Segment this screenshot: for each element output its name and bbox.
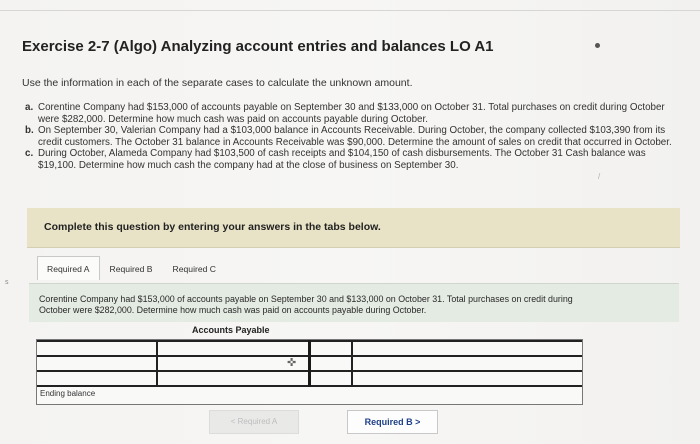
exercise-title: Exercise 2-7 (Algo) Analyzing account entries and balances LO A1	[22, 38, 494, 55]
credit-label-input-3[interactable]	[356, 372, 580, 384]
case-marker: c.	[25, 148, 34, 160]
debit-amount-input-2[interactable]	[161, 357, 305, 369]
case-item	[25, 102, 685, 125]
ending-balance-credit-input[interactable]	[314, 389, 579, 401]
top-divider	[0, 10, 700, 11]
tab-required-a[interactable]: Required A	[37, 256, 100, 280]
status-dot-icon	[595, 43, 600, 48]
ledger-title: Accounts Payable	[192, 325, 270, 335]
debit-amount-input-1[interactable]	[161, 342, 305, 354]
case-marker: b.	[25, 125, 34, 137]
case-text: Corentine Company had $153,000 of accounts payable on September 30 and $133,000 on October 31. Total purchases on credit during October were $282,000. Determine how much cash was paid on accounts payable during October.	[38, 102, 665, 125]
credit-amount-input-2[interactable]	[314, 357, 348, 369]
case-item	[25, 125, 685, 148]
ledger-center-rule	[308, 340, 311, 387]
case-text: On September 30, Valerian Company had a $103,000 balance in Accounts Receivable. During October, the company collected $103,390 from its credit customers. The October 31 balance in Accounts Receivable was $90,000. Determine the amount of sales on credit that occurred in October.	[38, 125, 672, 148]
credit-label-input-1[interactable]	[356, 342, 580, 354]
case-item	[25, 148, 685, 171]
tab-bar	[37, 256, 226, 280]
debit-amount-input-3[interactable]	[161, 372, 305, 384]
debit-label-input-3[interactable]	[41, 372, 153, 384]
prev-required-a-button[interactable]: < Required A	[209, 410, 299, 434]
pointer-cursor-icon: ✜	[287, 357, 297, 369]
tab-required-b[interactable]: Required B	[109, 264, 153, 274]
tab-required-c[interactable]: Required C	[172, 264, 216, 274]
intro-text: Use the information in each of the separate cases to calculate the unknown amount.	[22, 77, 413, 89]
tick-mark: /	[598, 172, 601, 181]
ending-balance-label: Ending balance	[40, 389, 96, 398]
instruction-text: Complete this question by entering your answers in the tabs below.	[44, 221, 381, 233]
edge-mark: s	[5, 279, 9, 286]
t-account-ledger	[36, 339, 583, 405]
task-text: Corentine Company had $153,000 of accounts payable on September 30 and $133,000 on October 31. Total purchases on credit during October were $282,000. Determine how much cash was paid on accounts payable during October.	[39, 294, 573, 315]
credit-amount-input-3[interactable]	[314, 372, 348, 384]
ledger-rule	[351, 340, 353, 387]
case-text: During October, Alameda Company had $103,500 of cash receipts and $104,150 of cash disbursements. The October 31 Cash balance was $19,100. Determine how much cash the company had at the close of business on September 30.	[38, 148, 646, 171]
ending-balance-debit-input[interactable]	[161, 389, 305, 401]
debit-label-input-1[interactable]	[41, 342, 153, 354]
credit-label-input-2[interactable]	[356, 357, 580, 369]
ledger-rule	[156, 340, 158, 387]
case-list	[25, 102, 685, 172]
case-marker: a.	[25, 102, 34, 113]
credit-amount-input-1[interactable]	[314, 342, 348, 354]
debit-label-input-2[interactable]	[41, 357, 153, 369]
next-required-b-button[interactable]: Required B >	[347, 410, 438, 434]
